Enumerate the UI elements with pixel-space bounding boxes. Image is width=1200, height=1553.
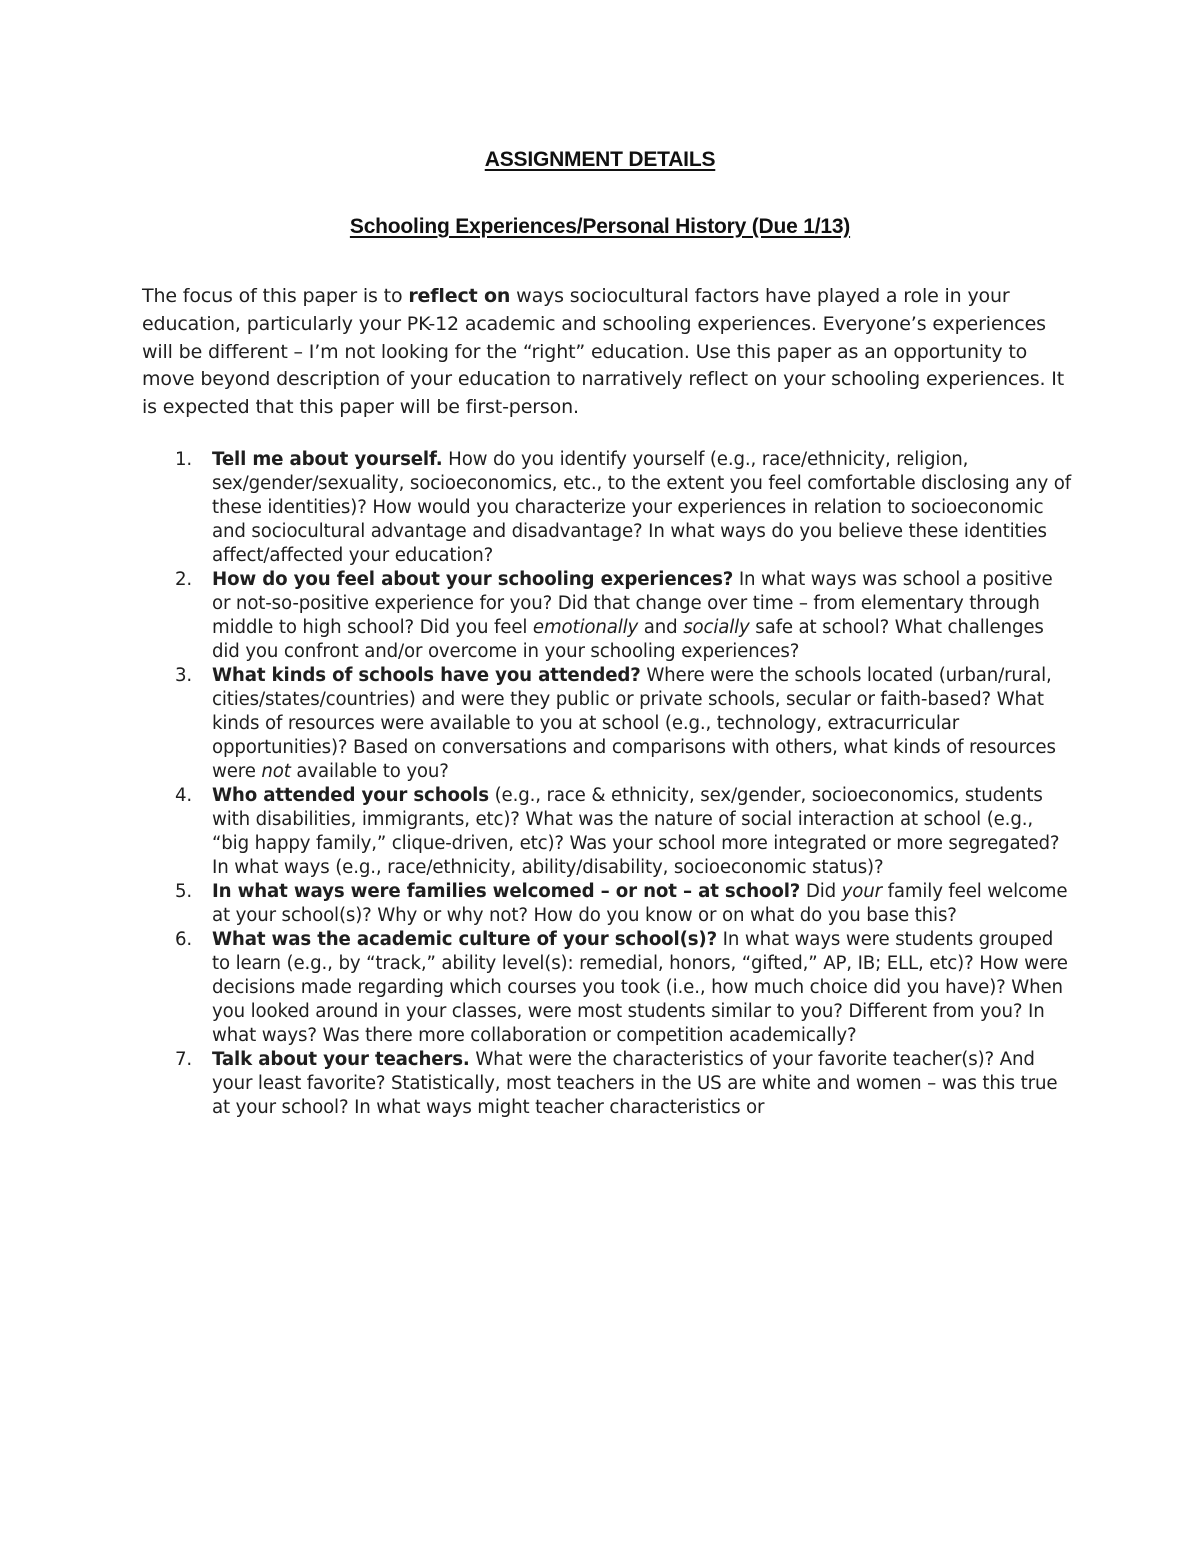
- question-item-5: [175, 880, 1072, 928]
- question-body: Did: [800, 881, 842, 902]
- question-lead: Talk about your teachers.: [212, 1049, 470, 1070]
- question-body: In what ways was school a positive or not-so-positive experience for you? Did that change over time – from elementary through middle to high school? Did you feel: [212, 569, 1053, 638]
- question-emphasis: socially: [683, 617, 750, 638]
- question-item-6: [175, 928, 1072, 1048]
- question-emphasis: your: [841, 881, 882, 902]
- question-list: [175, 448, 1072, 1120]
- intro-emphasis: reflect on: [408, 285, 511, 307]
- question-item-7: [175, 1048, 1072, 1120]
- question-body-end: family feel welcome at your school(s)? Why or why not? How do you know or on what do you base this?: [212, 881, 1068, 926]
- question-item-1: [175, 448, 1072, 568]
- question-number: 5.: [175, 881, 193, 902]
- question-number: 4.: [175, 785, 193, 806]
- question-lead: What was the academic culture of your school(s)?: [212, 929, 717, 950]
- intro-paragraph: [142, 283, 1082, 422]
- question-body: In what ways were students grouped to learn (e.g., by “track,” ability level(s): remedial, honors, “gifted,” AP, IB; ELL, etc)? How were decisions made regarding which courses you took (i.e., how much choice did you have)? When you looked around in your classes, were most students similar to you? Different from you? In what ways? Was there more collaboration or competition academically?: [212, 929, 1068, 1046]
- document-subtitle: Schooling Experiences/Personal History (Due 1/13): [349, 215, 851, 238]
- question-body: Where were the schools located (urban/rural, cities/states/countries) and were they public or private schools, secular or faith-based? What kinds of resources were available to you at school (e.g., technology, extracurricular opportunities)? Based on conversations and comparisons with others, what kinds of resources were: [212, 665, 1056, 782]
- question-item-2: [175, 568, 1072, 664]
- intro-text-rest: ways sociocultural factors have played a role in your education, particularly your PK-12 academic and schooling experiences. Everyone’s experiences will be different – I’m not looking for the “right” education. Use this paper as an opportunity to move beyond description of your education to narratively reflect on your schooling experiences. It is expected that this paper will be first-person.: [142, 285, 1065, 419]
- question-body-end: available to you?: [290, 761, 449, 782]
- question-body-end: safe at school? What challenges did you confront and/or overcome in your schooling experiences?: [212, 617, 1044, 662]
- question-body: How do you identify yourself (e.g., race/ethnicity, religion, sex/gender/sexuality, socioeconomics, etc., to the extent you feel comfortable disclosing any of these identities)? How would you characterize your experiences in relation to socioeconomic and sociocultural advantage and disadvantage? In what ways do you believe these identities affect/affected your education?: [212, 449, 1071, 566]
- question-number: 2.: [175, 569, 193, 590]
- question-number: 1.: [175, 449, 193, 470]
- question-number: 7.: [175, 1049, 193, 1070]
- question-lead: How do you feel about your schooling experiences?: [212, 569, 734, 590]
- question-body-mid: and: [638, 617, 684, 638]
- question-number: 6.: [175, 929, 193, 950]
- question-number: 3.: [175, 665, 193, 686]
- question-item-4: [175, 784, 1072, 880]
- question-emphasis: not: [261, 761, 291, 782]
- document-title: ASSIGNMENT DETAILS: [484, 148, 716, 171]
- question-emphasis: emotionally: [532, 617, 639, 638]
- question-lead: In what ways were families welcomed – or not – at school?: [212, 881, 801, 902]
- intro-text-start: The focus of this paper is to: [142, 285, 409, 307]
- question-lead: What kinds of schools have you attended?: [212, 665, 641, 686]
- question-item-3: [175, 664, 1072, 784]
- question-lead: Tell me about yourself.: [212, 449, 443, 470]
- question-lead: Who attended your schools: [212, 785, 489, 806]
- question-body: (e.g., race & ethnicity, sex/gender, socioeconomics, students with disabilities, immigrants, etc)? What was the nature of social interaction at school (e.g., “big happy family,” clique-driven, etc)? Was your school more integrated or more segregated? In what ways (e.g., race/ethnicity, ability/disability, socioeconomic status)?: [212, 785, 1060, 878]
- question-body: What were the characteristics of your favorite teacher(s)? And your least favorite? Statistically, most teachers in the US are white and women – was this true at your school? In what ways might teacher characteristics or: [212, 1049, 1058, 1118]
